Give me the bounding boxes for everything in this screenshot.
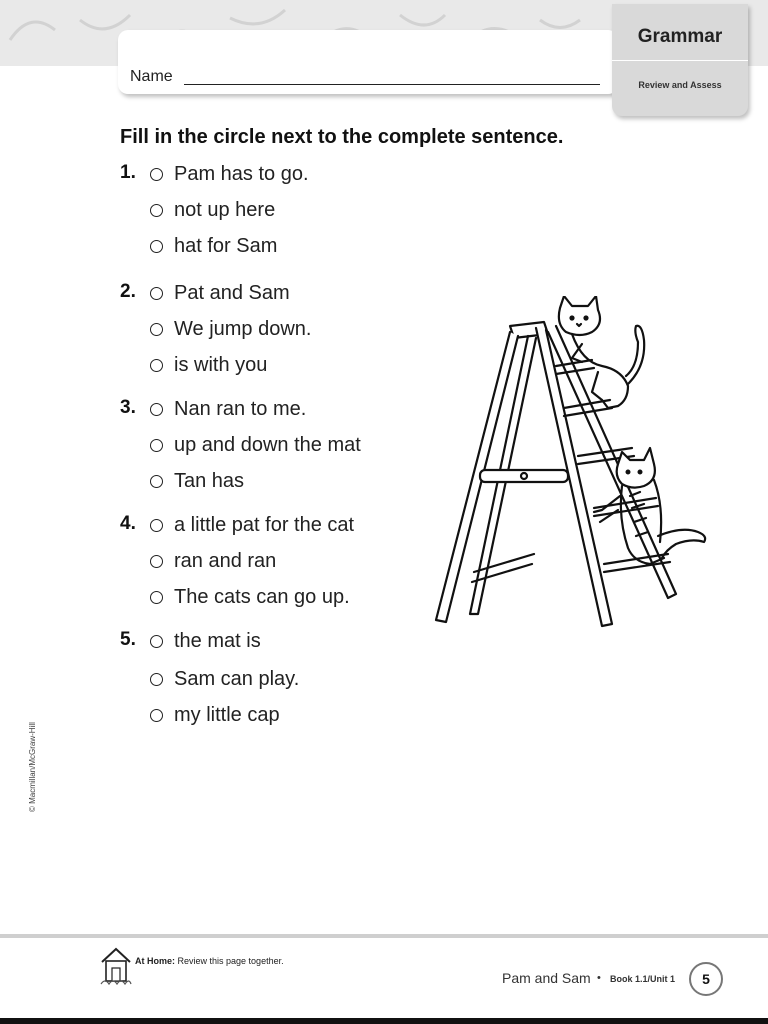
- choice-label: The cats can go up.: [174, 585, 350, 608]
- copyright: © Macmillan/McGraw-Hill: [28, 722, 37, 812]
- page-number: 5: [689, 962, 723, 996]
- choice-label: Nan ran to me.: [174, 397, 307, 420]
- radio-circle-icon[interactable]: [150, 709, 163, 722]
- choice-label: We jump down.: [174, 317, 312, 340]
- radio-circle-icon[interactable]: [150, 555, 163, 568]
- choice-option[interactable]: [150, 667, 299, 691]
- radio-circle-icon[interactable]: [150, 475, 163, 488]
- choice-label: the mat is: [174, 629, 261, 652]
- choice-label: Pat and Sam: [174, 281, 290, 304]
- question-number: 2.: [120, 281, 136, 302]
- choice-label: up and down the mat: [174, 433, 361, 456]
- choice-label: is with you: [174, 353, 268, 376]
- choice-option[interactable]: [150, 198, 275, 222]
- choice-option[interactable]: [150, 162, 309, 186]
- choice-option[interactable]: [150, 234, 277, 258]
- radio-circle-icon[interactable]: [150, 635, 163, 648]
- ladder-cats-illustration: [432, 296, 722, 632]
- choice-option[interactable]: [150, 353, 267, 377]
- radio-circle-icon[interactable]: [150, 519, 163, 532]
- section-title: Grammar: [637, 26, 723, 47]
- choice-option[interactable]: [150, 549, 276, 573]
- choice-label: my little cap: [174, 703, 280, 726]
- choice-option[interactable]: [150, 629, 261, 653]
- at-home-text: Review this page together.: [177, 956, 284, 966]
- story-title: Pam and Sam: [502, 970, 591, 986]
- at-home-label: At Home:: [135, 956, 175, 966]
- choice-option[interactable]: [150, 433, 361, 457]
- choice-label: not up here: [174, 198, 276, 221]
- at-home-note: [135, 956, 284, 966]
- radio-circle-icon[interactable]: [150, 403, 163, 416]
- choice-option[interactable]: [150, 397, 306, 421]
- separator-bullet: •: [597, 972, 601, 984]
- name-field[interactable]: [184, 84, 600, 85]
- question-number: 3.: [120, 397, 136, 418]
- footer-divider: [0, 934, 768, 938]
- radio-circle-icon[interactable]: [150, 168, 163, 181]
- radio-circle-icon[interactable]: [150, 439, 163, 452]
- radio-circle-icon[interactable]: [150, 673, 163, 686]
- question-number: 5.: [120, 629, 136, 650]
- choice-label: a little pat for the cat: [174, 513, 355, 536]
- radio-circle-icon[interactable]: [150, 240, 163, 253]
- choice-option[interactable]: [150, 513, 354, 537]
- bottom-bar: [0, 1018, 768, 1024]
- radio-circle-icon[interactable]: [150, 359, 163, 372]
- name-card: [118, 30, 618, 94]
- choice-label: hat for Sam: [174, 234, 278, 257]
- question-number: 4.: [120, 513, 136, 534]
- choice-option[interactable]: [150, 281, 290, 305]
- radio-circle-icon[interactable]: [150, 204, 163, 217]
- choice-label: Tan has: [174, 469, 245, 492]
- instructions: Fill in the circle next to the complete sentence.: [120, 126, 564, 148]
- radio-circle-icon[interactable]: [150, 591, 163, 604]
- choice-option[interactable]: [150, 703, 280, 727]
- radio-circle-icon[interactable]: [150, 323, 163, 336]
- choice-label: ran and ran: [174, 549, 277, 572]
- choice-label: Pam has to go.: [174, 162, 309, 185]
- choice-option[interactable]: [150, 585, 350, 609]
- book-unit: Book 1.1/Unit 1: [610, 974, 676, 984]
- section-subtitle: Review and Assess: [638, 80, 722, 90]
- choice-label: Sam can play.: [174, 667, 300, 690]
- radio-circle-icon[interactable]: [150, 287, 163, 300]
- question-number: 1.: [120, 162, 136, 183]
- choice-option[interactable]: [150, 469, 244, 493]
- name-label: Name: [130, 68, 173, 85]
- section-divider: [612, 60, 748, 61]
- choice-option[interactable]: [150, 317, 311, 341]
- section-tab: [612, 4, 748, 116]
- home-icon: [99, 944, 133, 986]
